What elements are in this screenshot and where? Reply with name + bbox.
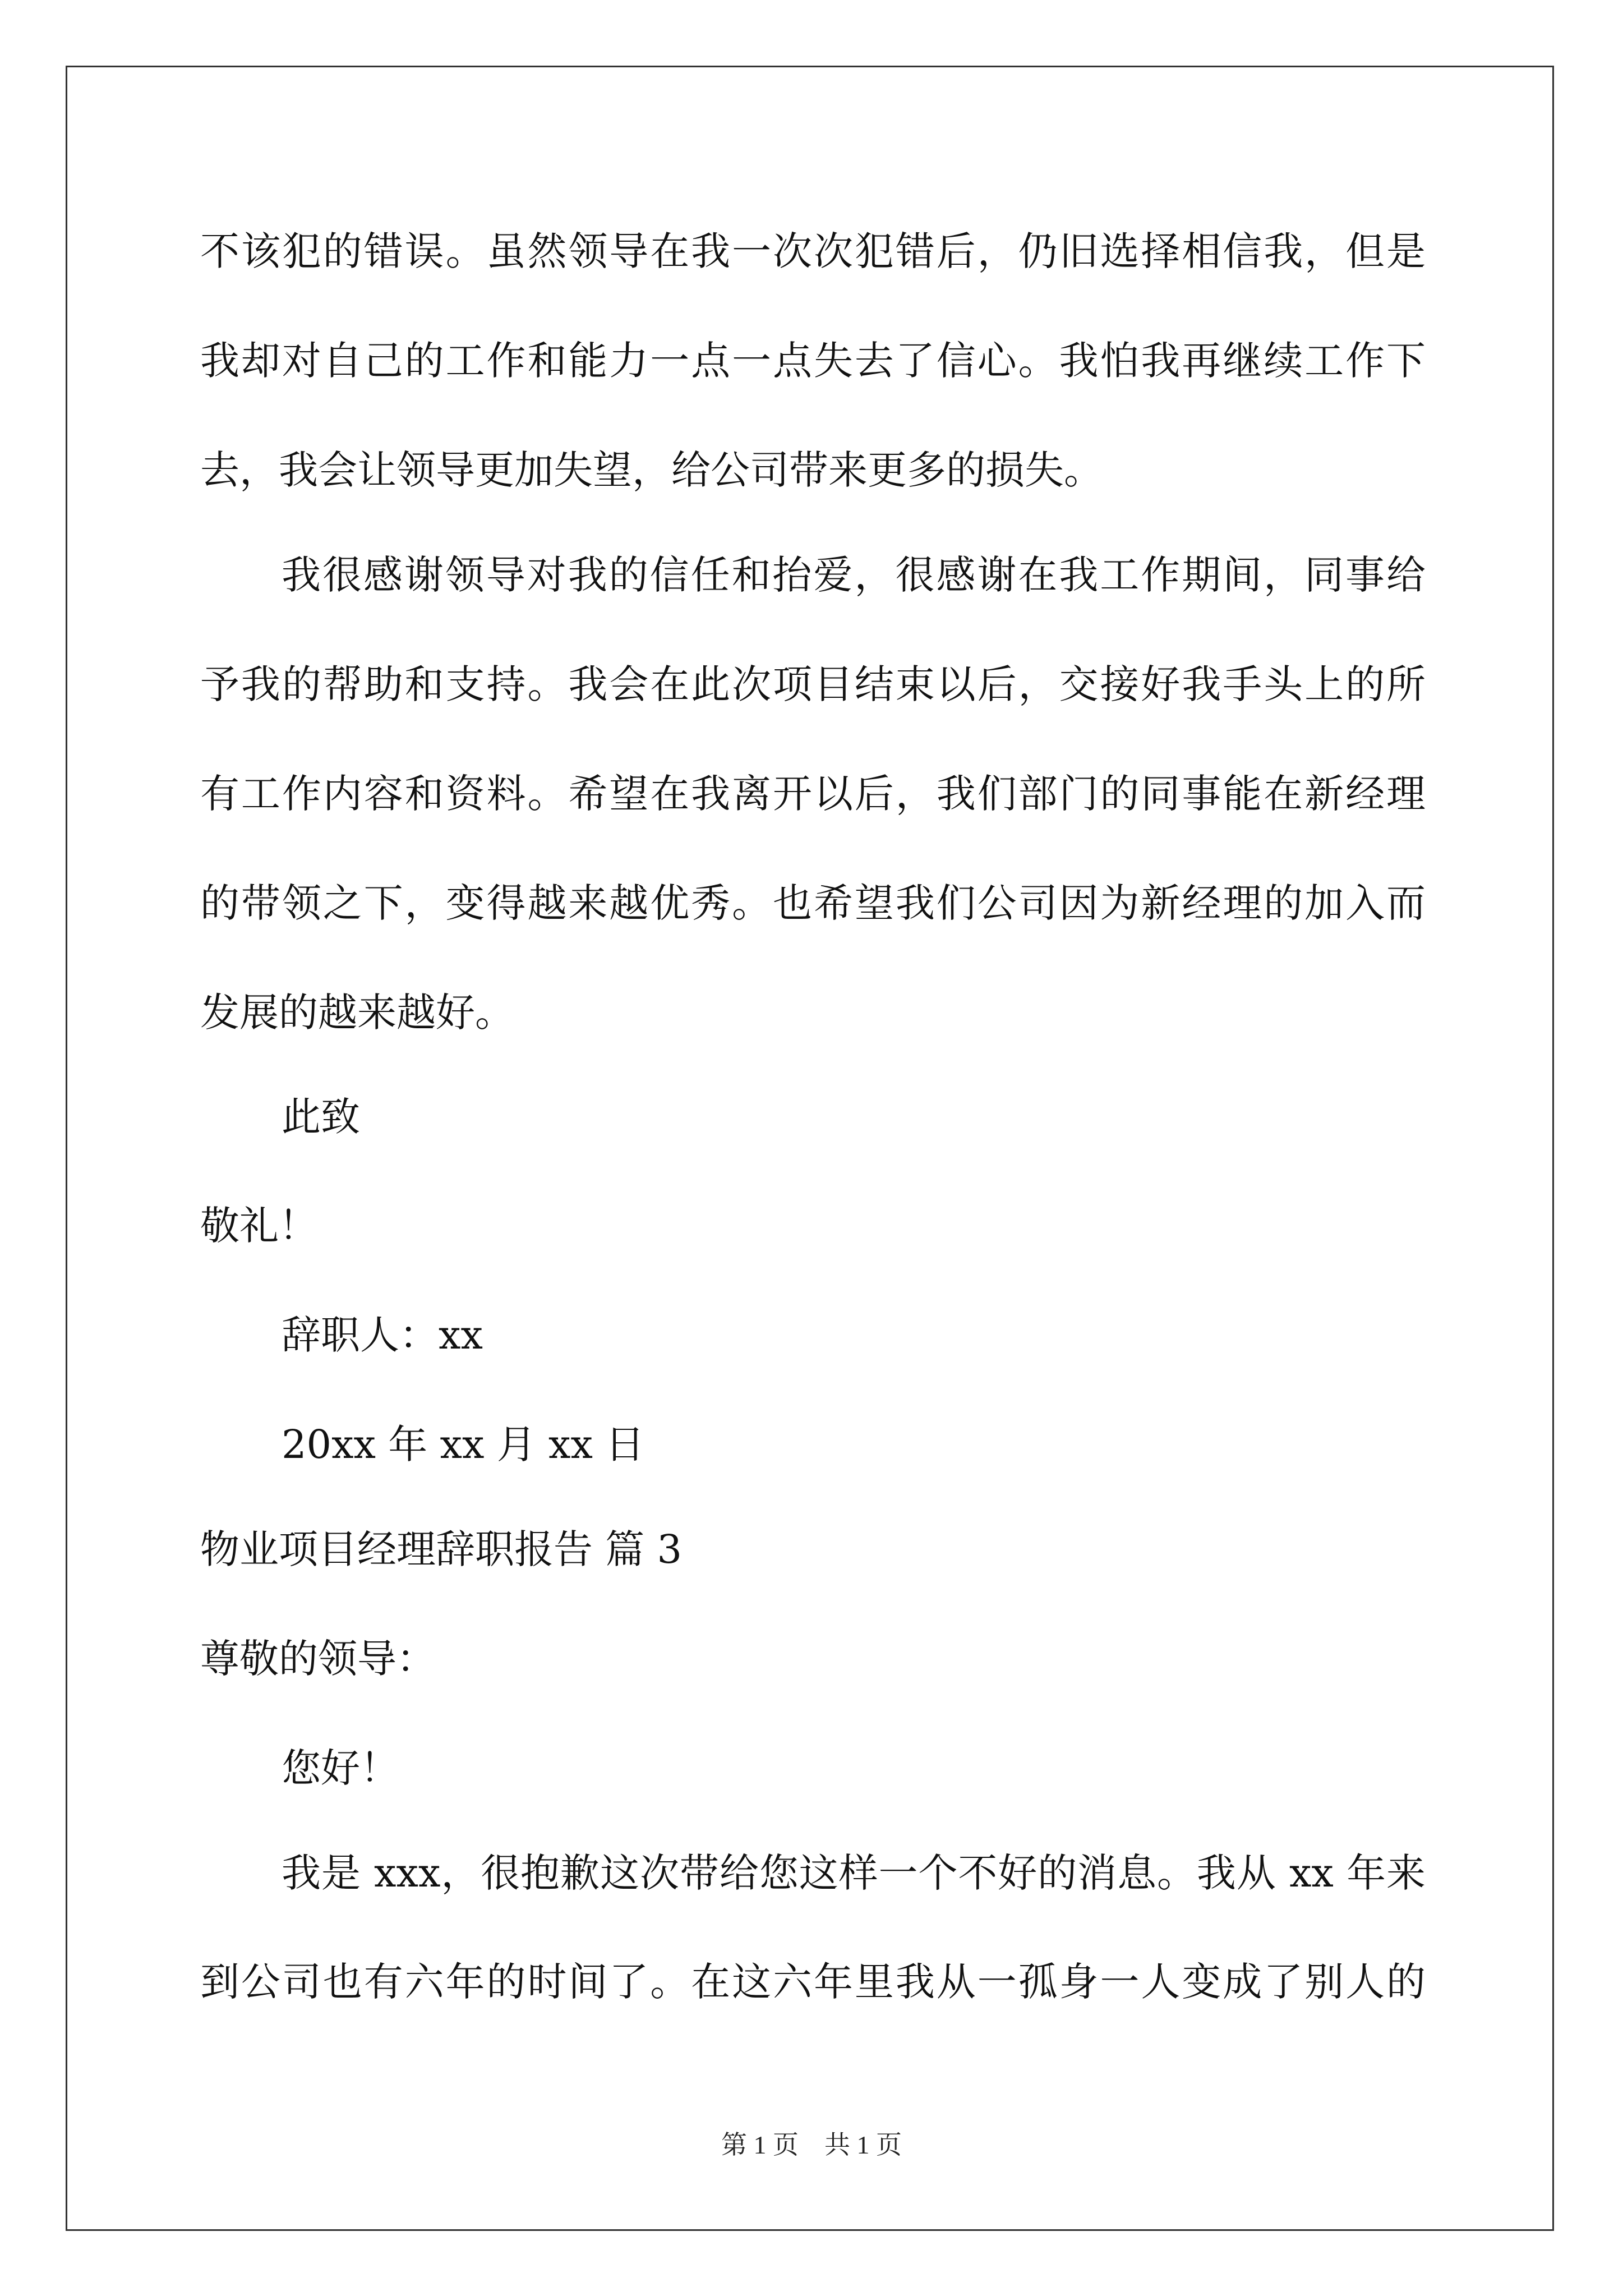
text-line: 予我的帮助和支持。我会在此次项目结束以后，交接好我手头上的所 <box>200 661 1426 707</box>
recipient-salutation: 尊敬的领导： <box>200 1636 436 1682</box>
text-line: 有工作内容和资料。希望在我离开以后，我们部门的同事能在新经理 <box>200 771 1426 817</box>
closing-regards: 敬礼！ <box>200 1203 318 1249</box>
signature-name: 辞职人：xx <box>282 1312 483 1358</box>
text-line: 发展的越来越好。 <box>200 990 514 1036</box>
signature-date: 20xx 年 xx 月 xx 日 <box>282 1421 645 1467</box>
closing-salutation: 此致 <box>282 1094 360 1140</box>
text-line: 不该犯的错误。虽然领导在我一次次犯错后，仍旧选择相信我，但是 <box>200 228 1426 274</box>
page-border <box>66 66 1554 2231</box>
text-line: 我却对自己的工作和能力一点一点失去了信心。我怕我再继续工作下 <box>200 338 1426 384</box>
text-line: 的带领之下，变得越来越优秀。也希望我们公司因为新经理的加入而 <box>200 880 1426 926</box>
text-line: 到公司也有六年的时间了。在这六年里我从一孤身一人变成了别人的 <box>200 1959 1426 2005</box>
text-line: 我很感谢领导对我的信任和抬爱，很感谢在我工作期间，同事给 <box>282 552 1426 598</box>
section-title: 物业项目经理辞职报告 篇 3 <box>200 1526 683 1572</box>
page-total: 共 1 页 <box>824 2131 902 2159</box>
text-line: 去，我会让领导更加失望，给公司带来更多的损失。 <box>200 447 1103 493</box>
page-footer <box>0 2132 1623 2158</box>
text-line: 我是 xxx，很抱歉这次带给您这样一个不好的消息。我从 xx 年来 <box>282 1850 1426 1896</box>
page-number: 第 1 页 <box>721 2131 799 2159</box>
greeting: 您好！ <box>282 1745 399 1791</box>
